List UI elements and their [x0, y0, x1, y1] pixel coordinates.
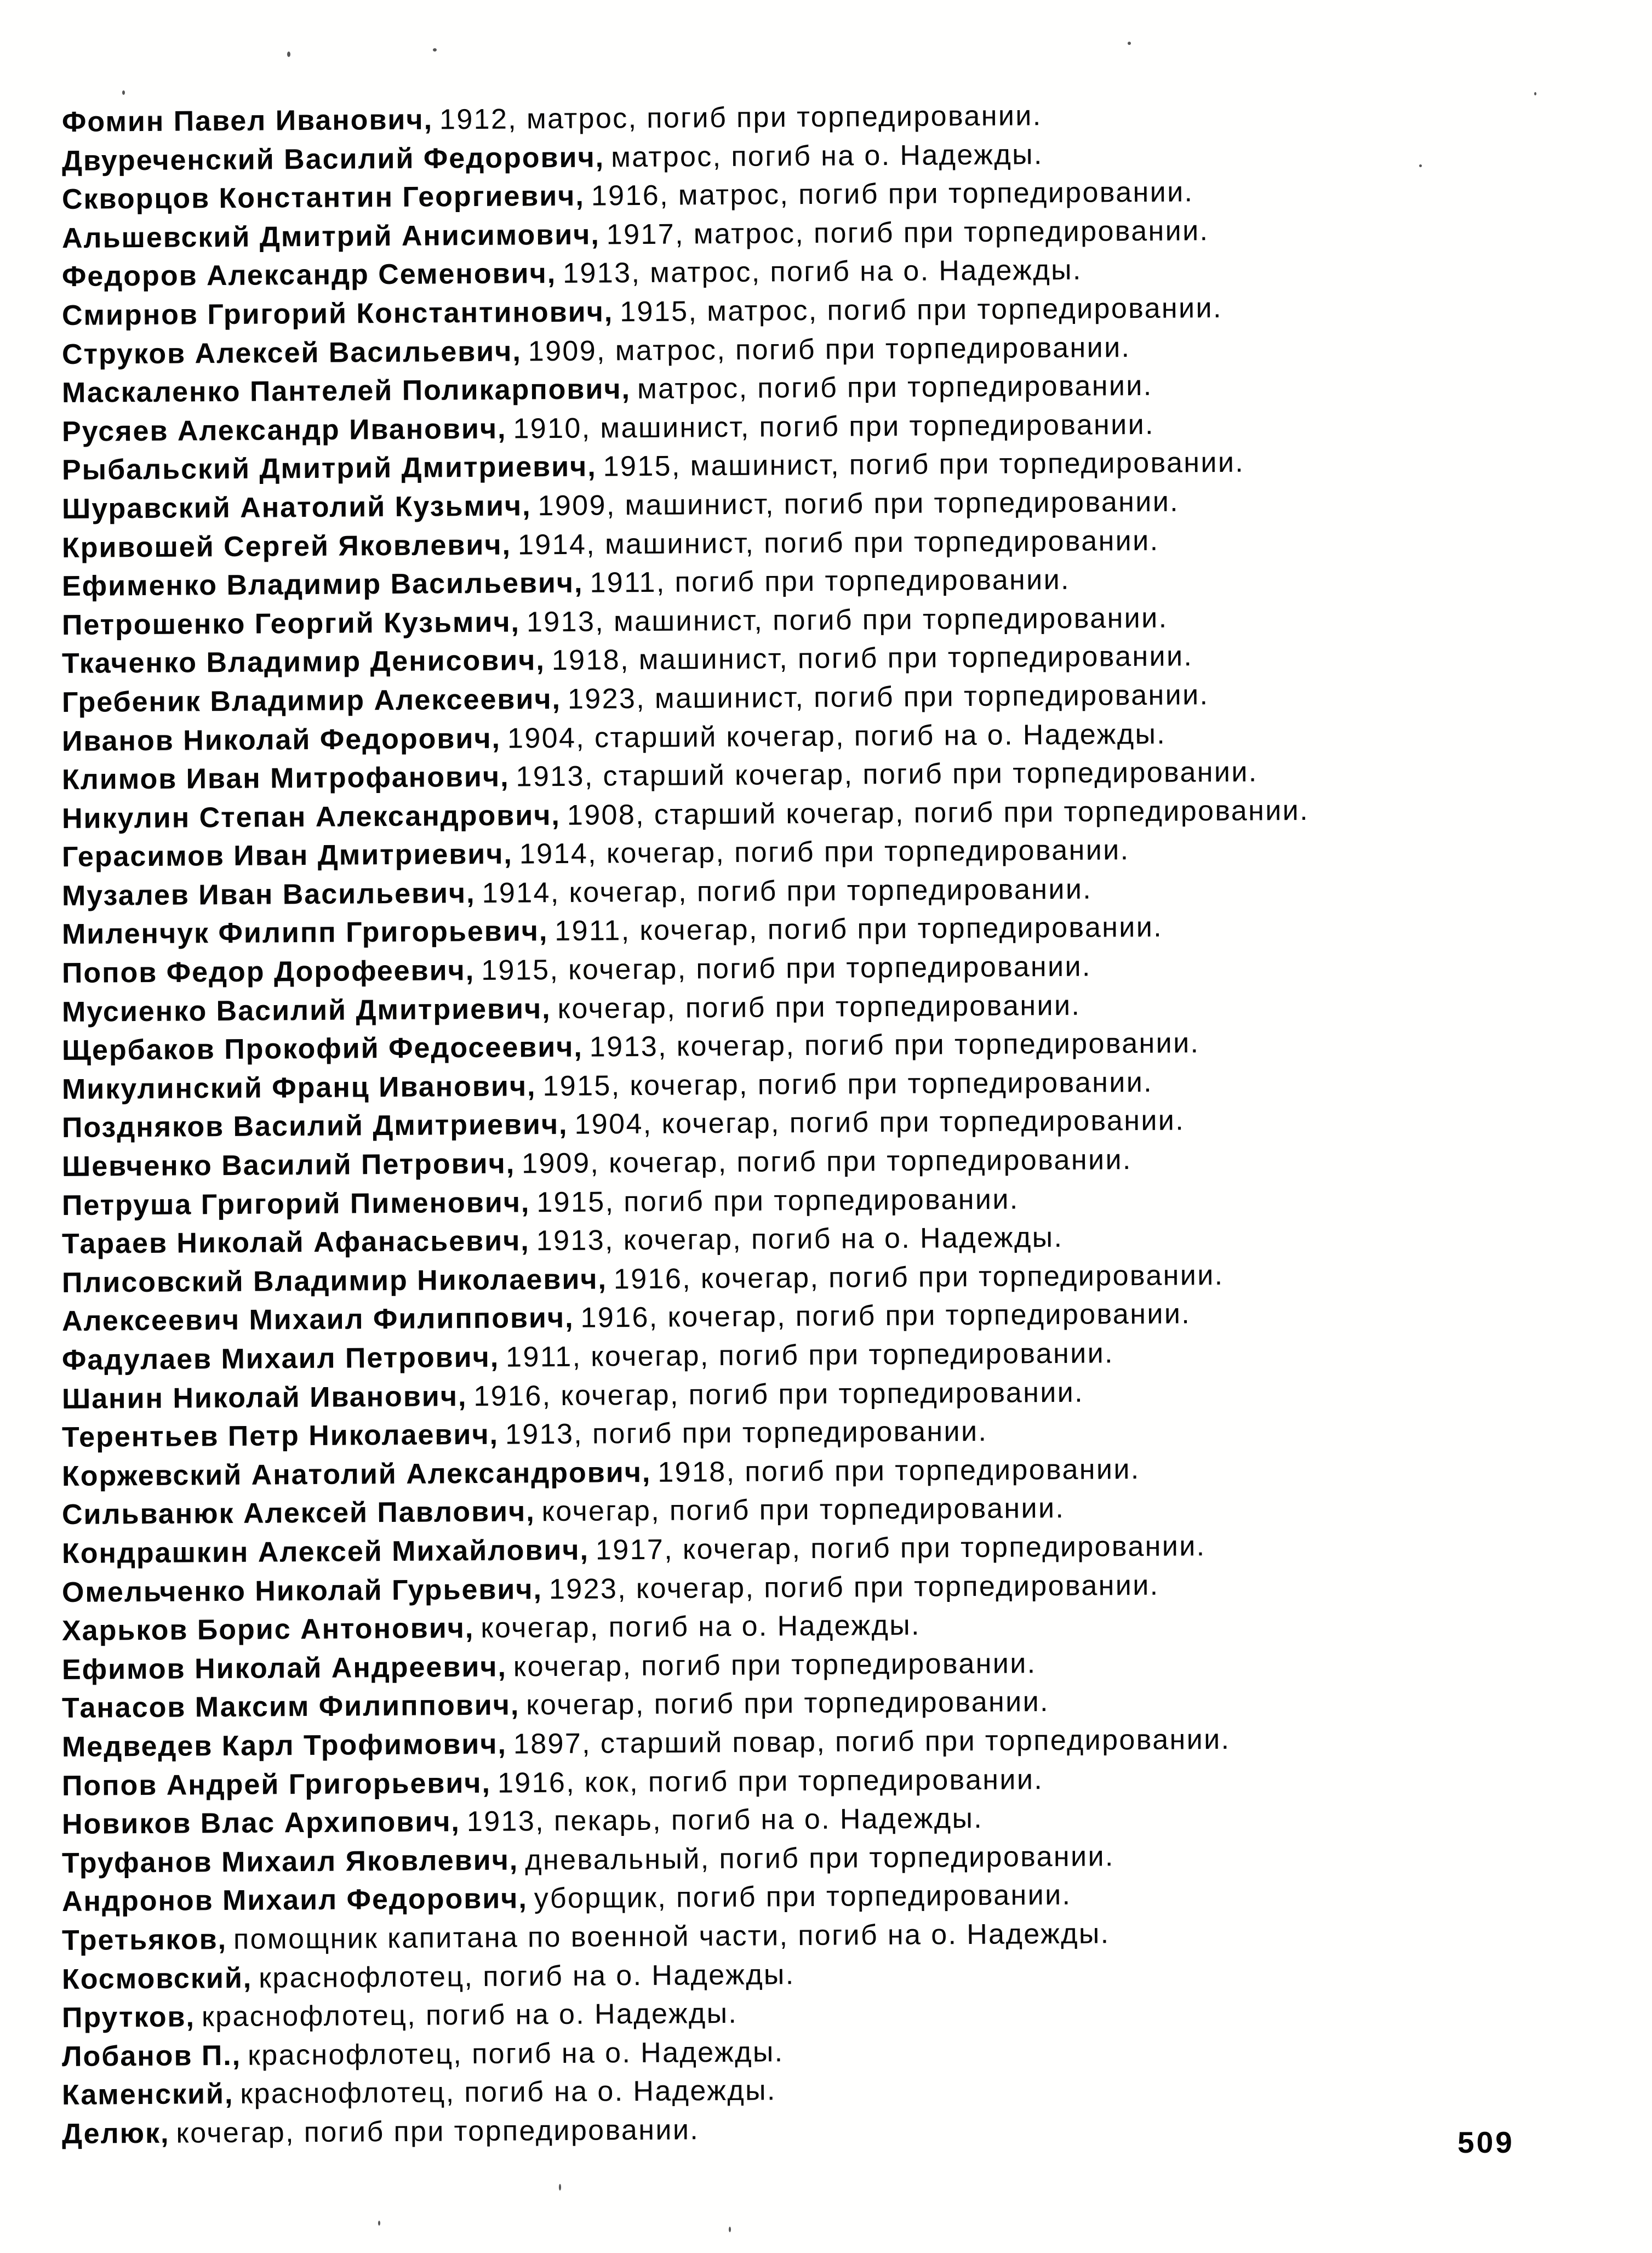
entry-name: Коржевский Анатолий Александрович,	[61, 1456, 651, 1492]
entry-name: Федоров Александр Семенович,	[61, 258, 557, 293]
entry-details: помощник капитана по военной части, погиб на о. Надежды.	[233, 1918, 1110, 1955]
entry-name: Терентьев Петр Николаевич,	[61, 1418, 499, 1454]
entry-name: Иванов Николай Федорович,	[61, 722, 501, 757]
entry-details: 1914, кочегар, погиб при торпедировании.	[519, 834, 1130, 870]
entry-name: Труфанов Михаил Яковлевич,	[61, 1844, 519, 1879]
entry-details: 1908, старший кочегар, погиб при торпедировании.	[567, 794, 1310, 831]
entry-details: кочегар, погиб при торпедировании.	[176, 2114, 700, 2149]
entry-details: 1916, кочегар, погиб при торпедировании.	[473, 1376, 1084, 1412]
entry-details: 1916, кочегар, погиб при торпедировании.	[580, 1298, 1191, 1334]
entry-details: кочегар, погиб при торпедировании.	[541, 1492, 1065, 1528]
entry-name: Никулин Степан Александрович,	[61, 799, 561, 835]
scan-speck	[559, 2184, 561, 2191]
entry-name: Климов Иван Митрофанович,	[61, 761, 510, 796]
entry-details: 1912, матрос, погиб при торпедировании.	[439, 100, 1042, 136]
scan-speck	[1534, 92, 1536, 95]
entry-details: уборщик, погиб при торпедировании.	[534, 1879, 1072, 1915]
entry-name: Ткаченко Владимир Денисович,	[61, 644, 546, 680]
entry-name: Делюк,	[61, 2117, 170, 2150]
entry-details: 1913, погиб при торпедировании.	[505, 1415, 988, 1451]
entry-details: 1915, кочегар, погиб при торпедировании.	[481, 950, 1091, 986]
scan-speck	[1128, 42, 1131, 45]
entry-details: 1913, старший кочегар, погиб при торпедировании.	[516, 756, 1258, 793]
entry-name: Герасимов Иван Дмитриевич,	[61, 838, 513, 874]
entry-name: Двуреченский Василий Федорович,	[61, 141, 605, 177]
entry-details: матрос, погиб на о. Надежды.	[610, 138, 1043, 173]
entry-details: 1909, машинист, погиб при торпедировании.	[538, 486, 1180, 522]
entry-name: Каменский,	[61, 2078, 234, 2112]
entry-name: Микулинский Франц Иванович,	[61, 1070, 536, 1105]
entry-details: 1911, кочегар, погиб при торпедировании.	[555, 911, 1163, 948]
entry-name: Рыбальский Дмитрий Дмитриевич,	[61, 450, 597, 487]
entry-name: Танасов Максим Филиппович,	[61, 1689, 520, 1725]
entry-details: кочегар, погиб при торпедировании.	[513, 1647, 1037, 1683]
scan-speck	[433, 48, 437, 52]
entry-name: Миленчук Филипп Григорьевич,	[61, 915, 548, 951]
entry-name: Новиков Влас Архипович,	[61, 1806, 461, 1841]
entry-name: Прутков,	[61, 2001, 196, 2034]
entry-details: 1913, кочегар, погиб на о. Надежды.	[536, 1222, 1064, 1257]
entry-details: 1909, кочегар, погиб при торпедировании.	[521, 1144, 1132, 1180]
scan-speck	[729, 2227, 731, 2232]
scan-speck	[378, 2221, 380, 2226]
entry-details: 1915, машинист, погиб при торпедировании.	[603, 447, 1245, 483]
entry-details: 1918, машинист, погиб при торпедировании.	[551, 640, 1193, 677]
entry-details: 1910, машинист, погиб при торпедировании.	[513, 408, 1155, 445]
entry-name: Тараев Николай Афанасьевич,	[61, 1225, 530, 1260]
scan-speck	[122, 90, 125, 95]
entry-name: Альшевский Дмитрий Анисимович,	[61, 219, 601, 254]
memorial-entry	[62, 2107, 1309, 2154]
entry-details: краснофлотец, погиб на о. Надежды.	[201, 1997, 738, 2033]
entry-name: Ефимов Николай Андреевич,	[61, 1651, 507, 1686]
entry-name: Медведев Карл Трофимович,	[61, 1728, 507, 1763]
entry-details: 1915, кочегар, погиб при торпедировании.	[542, 1066, 1153, 1103]
entry-name: Маскаленко Пантелей Поликарпович,	[61, 373, 631, 409]
entry-name: Омельченко Николай Гурьевич,	[61, 1573, 543, 1609]
entry-details: 1913, пекарь, погиб на о. Надежды.	[466, 1802, 984, 1838]
entry-details: краснофлотец, погиб на о. Надежды.	[259, 1958, 795, 1994]
entry-details: 1913, машинист, погиб при торпедировании.	[526, 602, 1168, 638]
entry-name: Третьяков,	[61, 1923, 227, 1957]
entry-name: Космовский,	[61, 1962, 253, 1995]
entry-name: Русяев Александр Иванович,	[61, 413, 507, 448]
entry-details: матрос, погиб при торпедировании.	[637, 369, 1153, 406]
entry-details: 1916, матрос, погиб при торпедировании.	[591, 176, 1194, 212]
entry-details: дневальный, погиб при торпедировании.	[525, 1840, 1114, 1876]
entry-name: Шевченко Василий Петрович,	[61, 1148, 516, 1183]
entry-name: Попов Федор Дорофеевич,	[61, 955, 475, 990]
entry-details: 1909, матрос, погиб при торпедировании.	[528, 331, 1131, 367]
entry-name: Алексеевич Михаил Филиппович,	[61, 1302, 574, 1338]
entry-name: Фадулаев Михаил Петрович,	[61, 1341, 500, 1376]
entry-details: 1918, погиб при торпедировании.	[658, 1453, 1140, 1488]
entry-details: 1911, погиб при торпедировании.	[590, 563, 1071, 599]
entry-name: Шуравский Анатолий Кузьмич,	[61, 490, 531, 525]
entry-name: Петруша Григорий Пименович,	[61, 1186, 530, 1222]
entry-details: 1897, старший повар, погиб при торпедировании.	[513, 1723, 1231, 1760]
entry-details: 1914, кочегар, погиб при торпедировании.	[482, 873, 1093, 909]
entry-name: Поздняков Василий Дмитриевич,	[61, 1109, 568, 1144]
entry-name: Попов Андрей Григорьевич,	[61, 1767, 491, 1802]
entry-name: Гребеник Владимир Алексеевич,	[61, 683, 562, 718]
entry-name: Струков Алексей Васильевич,	[61, 335, 522, 370]
entry-details: 1911, кочегар, погиб при торпедировании.	[506, 1337, 1114, 1373]
page-number: 509	[1457, 2125, 1514, 2159]
entry-details: 1904, кочегар, погиб при торпедировании.	[574, 1104, 1185, 1141]
entry-details: краснофлотец, погиб на о. Надежды.	[247, 2035, 784, 2072]
entry-name: Скворцов Константин Георгиевич,	[61, 180, 585, 216]
entry-details: кочегар, погиб при торпедировании.	[526, 1686, 1050, 1721]
memorial-list	[61, 100, 1310, 2153]
entry-details: 1914, машинист, погиб при торпедировании.	[517, 524, 1159, 561]
entry-details: 1913, матрос, погиб на о. Надежды.	[562, 254, 1082, 290]
entry-name: Фомин Павел Иванович,	[61, 104, 433, 138]
entry-name: Смирнов Григорий Константинович,	[61, 296, 614, 332]
entry-name: Петрошенко Георгий Кузьмич,	[61, 606, 521, 641]
entry-details: 1915, погиб при торпедировании.	[536, 1183, 1019, 1218]
entry-name: Кривошей Сергей Яковлевич,	[61, 529, 512, 564]
entry-details: 1923, машинист, погиб при торпедировании.	[567, 679, 1209, 715]
entry-details: 1915, матрос, погиб при торпедировании.	[620, 292, 1223, 328]
entry-name: Щербаков Прокофий Федосеевич,	[61, 1031, 584, 1067]
entry-details: 1917, матрос, погиб при торпедировании.	[606, 214, 1209, 251]
entry-details: 1916, кочегар, погиб при торпедировании.	[613, 1259, 1224, 1296]
entry-details: кочегар, погиб при торпедировании.	[557, 989, 1081, 1025]
entry-name: Ефименко Владимир Васильевич,	[61, 567, 584, 603]
entry-name: Андронов Михаил Федорович,	[61, 1883, 528, 1918]
entry-details: краснофлотец, погиб на о. Надежды.	[240, 2074, 776, 2111]
entry-details: кочегар, погиб на о. Надежды.	[481, 1609, 921, 1645]
entry-details: 1916, кок, погиб при торпедировании.	[497, 1763, 1044, 1799]
entry-details: 1913, кочегар, погиб при торпедировании.	[589, 1027, 1200, 1063]
scan-speck	[287, 52, 290, 57]
entry-name: Музалев Иван Васильевич,	[61, 877, 476, 912]
entry-name: Лобанов П.,	[61, 2039, 242, 2073]
entry-name: Плисовский Владимир Николаевич,	[61, 1263, 608, 1299]
entry-details: 1917, кочегар, погиб при торпедировании.	[595, 1530, 1206, 1566]
entry-name: Сильванюк Алексей Павлович,	[61, 1496, 535, 1531]
entry-name: Мусиенко Василий Дмитриевич,	[61, 993, 551, 1028]
entry-details: 1923, кочегар, погиб при торпедировании.	[548, 1569, 1159, 1605]
scan-speck	[1419, 164, 1422, 167]
entry-details: 1904, старший кочегар, погиб на о. Надежды.	[507, 718, 1167, 755]
entry-name: Кондрашкин Алексей Михайлович,	[61, 1534, 590, 1570]
entry-name: Шанин Николай Иванович,	[61, 1380, 467, 1415]
entry-name: Харьков Борис Антонович,	[61, 1612, 475, 1647]
